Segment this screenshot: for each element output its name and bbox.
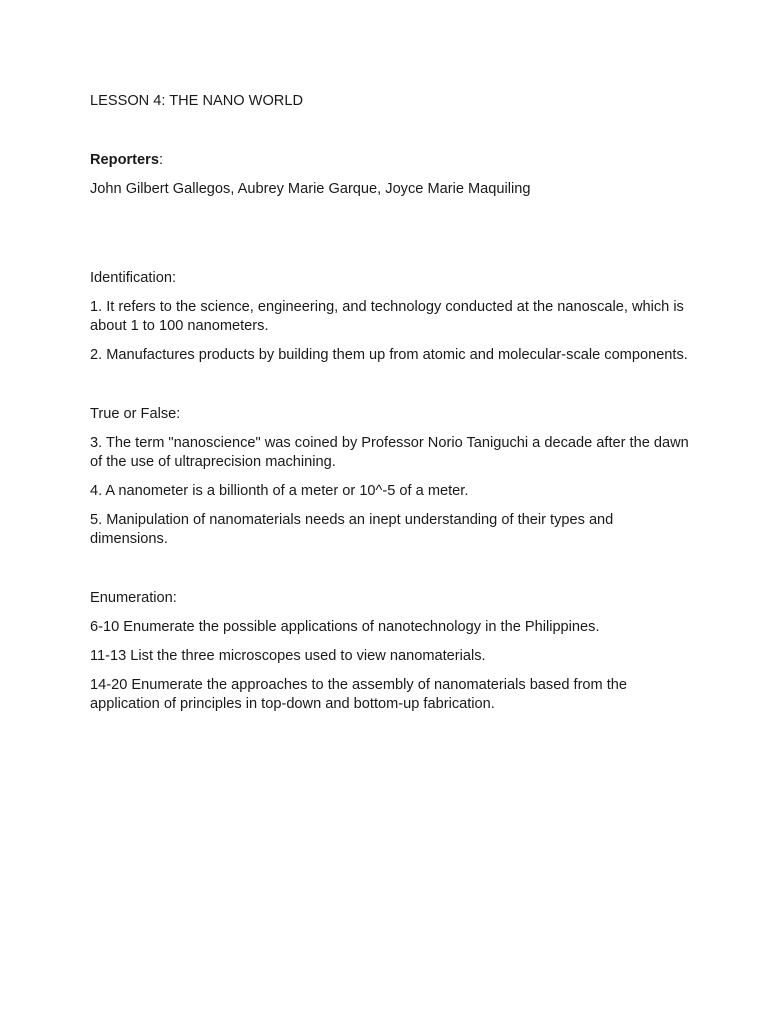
- question-item: 1. It refers to the science, engineering, and technology conducted at the nanoscale, which is about 1 to 100 nanometers.: [90, 299, 684, 334]
- document-page: [90, 92, 690, 724]
- question-item: 2. Manufactures products by building them up from atomic and molecular-scale components.: [90, 347, 688, 363]
- question-item: 14-20 Enumerate the approaches to the assembly of nanomaterials based from the application of principles in top-down and bottom-up fabrication.: [90, 677, 628, 712]
- question-item: 11-13 List the three microscopes used to view nanomaterials.: [90, 648, 486, 664]
- section-heading: Identification:: [90, 270, 176, 286]
- reporters-label: Reporters: [90, 152, 159, 168]
- section-enumeration: [90, 589, 690, 714]
- section-heading: True or False:: [90, 406, 181, 422]
- lesson-title: LESSON 4: THE NANO WORLD: [90, 93, 304, 109]
- question-item: 5. Manipulation of nanomaterials needs an inept understanding of their types and dimensions.: [90, 512, 614, 547]
- reporters-names: John Gilbert Gallegos, Aubrey Marie Garque, Joyce Marie Maquiling: [90, 181, 531, 197]
- section-identification: [90, 269, 690, 365]
- section-heading: Enumeration:: [90, 590, 177, 606]
- section-true-or-false: [90, 405, 690, 549]
- reporters-heading: [90, 151, 690, 170]
- question-item: 6-10 Enumerate the possible applications of nanotechnology in the Philippines.: [90, 619, 600, 635]
- reporters-colon: :: [158, 152, 163, 168]
- question-item: 4. A nanometer is a billionth of a meter or 10^-5 of a meter.: [90, 483, 469, 499]
- question-item: 3. The term "nanoscience" was coined by Professor Norio Taniguchi a decade after the dawn of the use of ultraprecision machining.: [90, 435, 689, 470]
